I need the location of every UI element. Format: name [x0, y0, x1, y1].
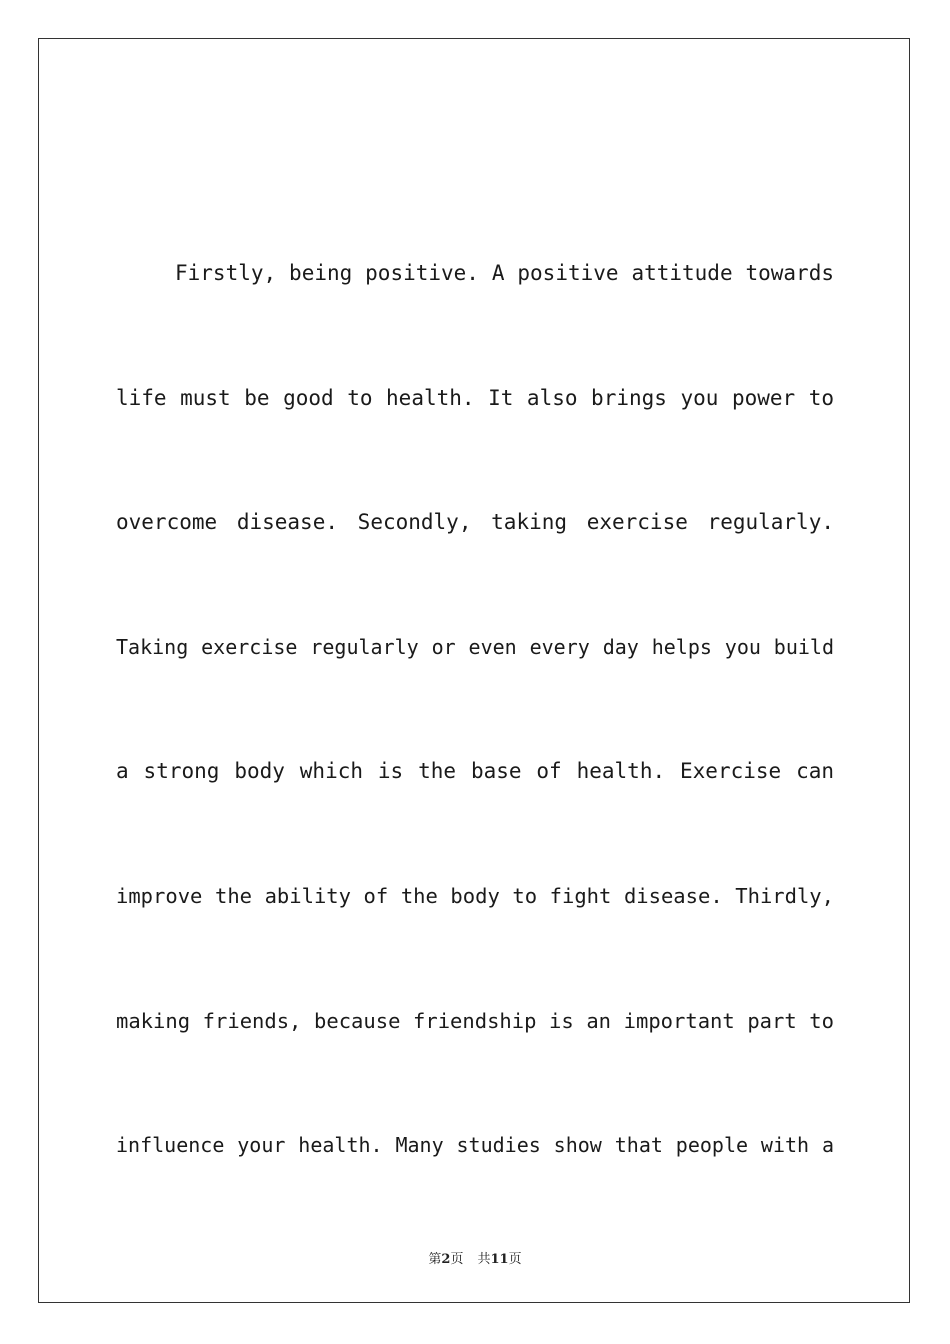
text-line-6: improve the ability of the body to fight disease. Thirdly,	[116, 883, 834, 908]
text-line-7: making friends, because friendship is an important part to	[116, 1008, 834, 1033]
page-suffix: 页	[450, 1252, 464, 1267]
total-prefix: 共	[477, 1252, 491, 1267]
text-line-5: a strong body which is the base of health. Exercise can	[116, 759, 834, 784]
text-line-2: life must be good to health. It also brings you power to	[116, 385, 834, 410]
text-line-3: overcome disease. Secondly, taking exercise regularly.	[116, 510, 834, 535]
body-text	[116, 211, 834, 1208]
page-prefix: 第	[428, 1252, 442, 1267]
text-line-1: Firstly, being positive. A positive attitude towards	[175, 261, 834, 285]
text-line-4: Taking exercise regularly or even every day helps you build	[116, 634, 834, 659]
text-line-8: influence your health. Many studies show that people with a	[116, 1133, 834, 1158]
page-number: 2	[441, 1252, 451, 1267]
page-footer	[0, 1248, 950, 1267]
total-suffix: 页	[508, 1252, 522, 1267]
total-pages: 11	[490, 1252, 509, 1267]
